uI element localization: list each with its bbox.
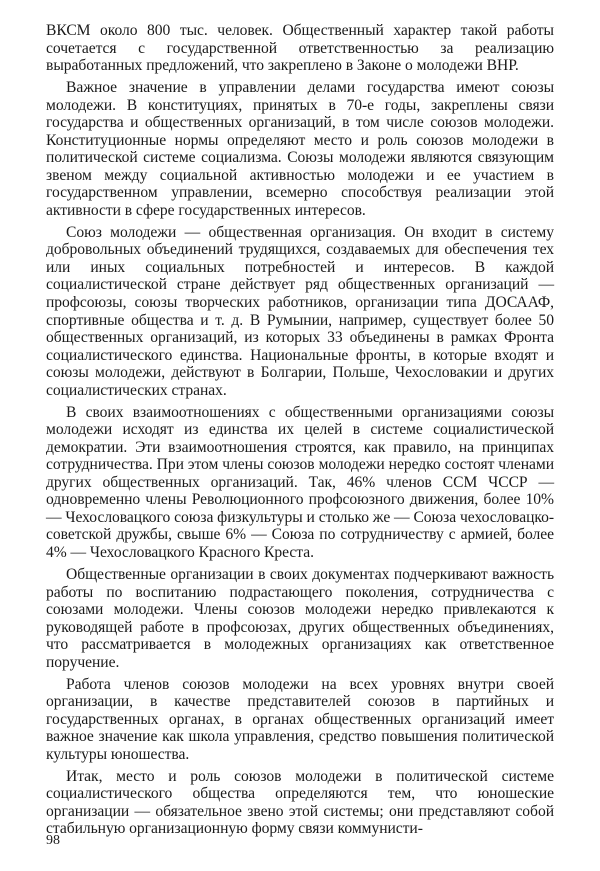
paragraph: Важное значение в управлении делами государства имеют союзы молодежи. В конституциях, принятых в 70-е годы, закреплены связи государства и общественных организаций, в том числе союзов молодежи. Конституционные нормы определяют место и роль союзов молодежи в политической системе социализма. Союзы молодежи являются связующим звеном между социальной активностью молодежи и ее участием в государственном управлении, всемерно способствуя реализации этой активности в сфере государственных интересов. [46,79,554,219]
paragraph: Итак, место и роль союзов молодежи в политической системе социалистического общества определяются тем, что юношеские организации — обязательное звено этой системы; они представляют собой стабильную организационную форму связи коммунисти- [46,767,554,838]
page-number: 98 [46,833,60,848]
paragraph-continuation: ВКСМ около 800 тыс. человек. Общественный характер такой работы сочетается с государственной ответственностью за реализацию выработанных предложений, что закреплено в Законе о молодежи ВНР. [46,22,554,75]
paragraph: Союз молодежи — общественная организация. Он входит в систему добровольных объединений трудящихся, создаваемых для обеспечения тех или иных социальных потребностей и интересов. В каждой социалистической стране действует ряд общественных организаций — профсоюзы, союзы творческих работников, организации типа ДОСААФ, спортивные общества и т. д. В Румынии, например, существует более 50 общественных организаций, из которых 33 объединены в рамках Фронта социалистического единства. Национальные фронты, в которые входят и союзы молодежи, действуют в Болгарии, Польше, Чехословакии и других социалистических странах. [46,223,554,399]
paragraph: В своих взаимоотношениях с общественными организациями союзы молодежи исходят из единства их целей в системе социалистической демократии. Эти взаимоотношения строятся, как правило, на принципах сотрудничества. При этом члены союзов молодежи нередко состоят членами других общественных организаций. Так, 46% членов ССМ ЧССР — одновременно члены Революционного профсоюзного движения, более 10% — Чехословацкого союза физкультуры и столько же — Союза чехословацко-советской дружбы, свыше 6% — Союза по сотрудничеству с армией, более 4% — Чехословацкого Красного Креста. [46,403,554,562]
paragraph: Общественные организации в своих документах подчеркивают важность работы по воспитанию подрастающего поколения, сотрудничества с союзами молодежи. Члены союзов молодежи нередко привлекаются к руководящей работе в профсоюзах, других общественных объединениях, что рассматривается в молодежных организациях как ответственное поручение. [46,565,554,671]
paragraph: Работа членов союзов молодежи на всех уровнях внутри своей организации, в качестве представителей союзов в партийных и государственных органах, в органах общественных организаций имеет важное значение как школа управления, средство повышения политической культуры юношества. [46,675,554,763]
